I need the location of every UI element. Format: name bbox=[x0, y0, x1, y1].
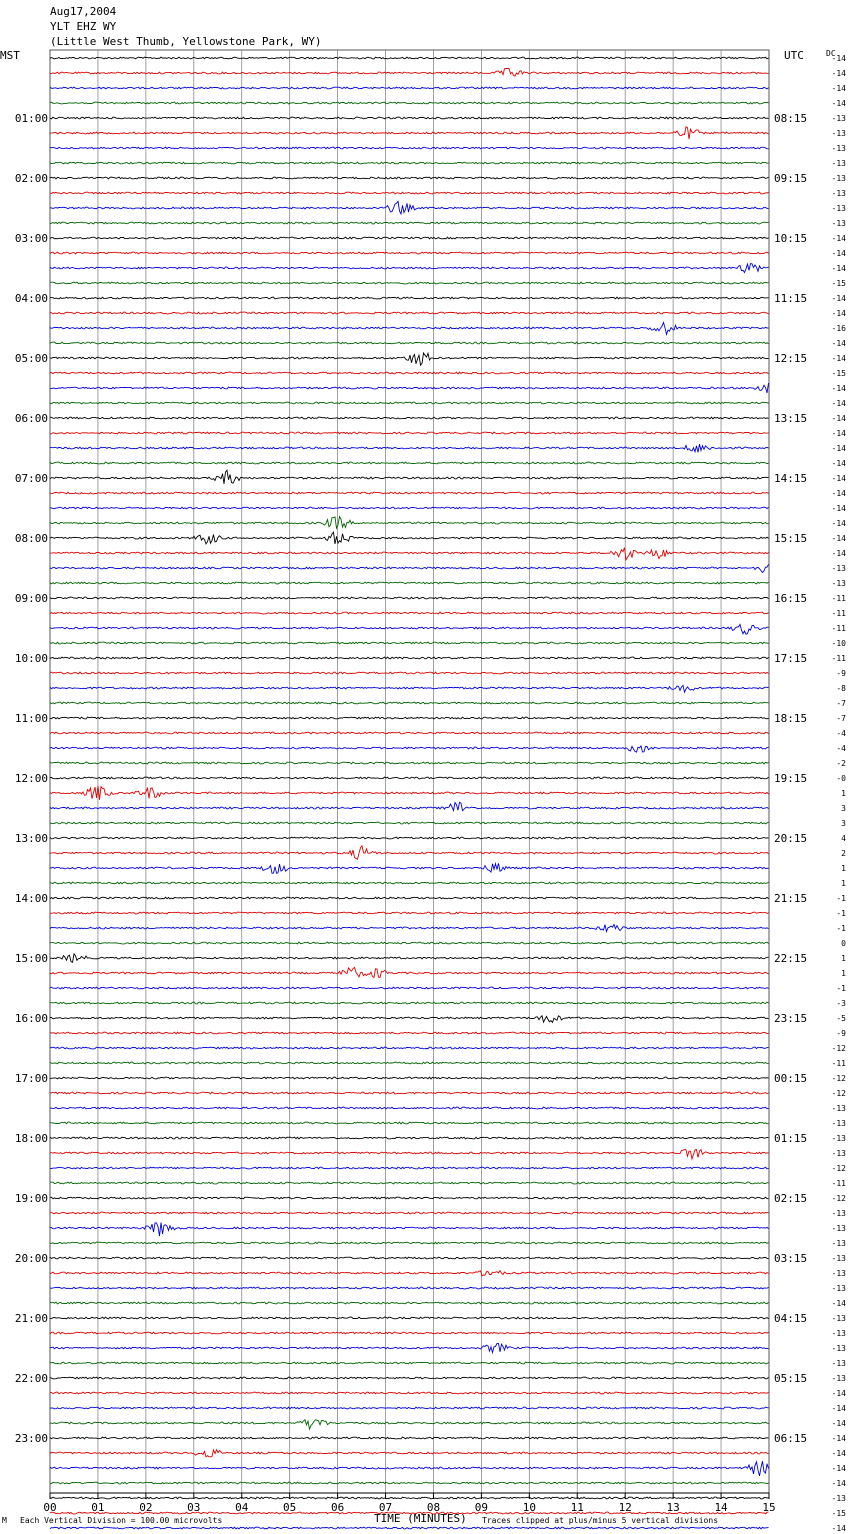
seismic-trace bbox=[50, 657, 769, 659]
seismic-trace bbox=[50, 417, 769, 419]
dc-offset-label: -14 bbox=[831, 384, 846, 393]
utc-hour-label: 20:15 bbox=[774, 832, 808, 845]
utc-hour-label: 03:15 bbox=[774, 1252, 808, 1265]
dc-offset-label: -13 bbox=[831, 114, 846, 123]
seismic-trace bbox=[50, 1302, 769, 1304]
dc-offset-label: -14 bbox=[831, 1524, 846, 1533]
x-tick-label: 12 bbox=[618, 1501, 632, 1514]
mst-hour-label: 14:00 bbox=[14, 892, 48, 905]
dc-offset-label: -13 bbox=[831, 1254, 846, 1263]
seismic-trace bbox=[50, 822, 769, 824]
dc-offset-label: -2 bbox=[836, 759, 846, 768]
dc-offset-label: -15 bbox=[831, 279, 846, 288]
seismic-trace bbox=[50, 1242, 769, 1244]
seismic-trace bbox=[50, 1062, 769, 1064]
seismic-trace bbox=[50, 1377, 769, 1379]
seismic-trace bbox=[50, 717, 769, 719]
dc-offset-label: -14 bbox=[831, 414, 846, 423]
seismic-trace bbox=[50, 444, 769, 452]
dc-offset-label: -13 bbox=[831, 1329, 846, 1338]
dc-offset-label: -12 bbox=[831, 1164, 846, 1173]
utc-hour-label: 17:15 bbox=[774, 652, 808, 665]
dc-offset-label: -14 bbox=[831, 459, 846, 468]
right-timezone-label: UTC bbox=[784, 49, 804, 62]
dc-offset-label: -16 bbox=[831, 324, 846, 333]
seismic-trace bbox=[50, 1077, 769, 1079]
dc-offset-label: -14 bbox=[831, 1299, 846, 1308]
seismic-trace bbox=[50, 1420, 769, 1429]
station-location: (Little West Thumb, Yellowstone Park, WY) bbox=[50, 35, 322, 48]
dc-offset-label: -12 bbox=[831, 1089, 846, 1098]
x-tick-label: 03 bbox=[187, 1501, 201, 1514]
dc-offset-label: -13 bbox=[831, 159, 846, 168]
seismic-trace bbox=[50, 1107, 769, 1109]
seismic-trace bbox=[50, 987, 769, 989]
utc-hour-label: 16:15 bbox=[774, 592, 808, 605]
seismic-trace bbox=[50, 252, 769, 254]
seismic-trace bbox=[50, 1437, 769, 1439]
x-tick-label: 00 bbox=[43, 1501, 57, 1514]
dc-offset-label: -10 bbox=[831, 639, 846, 648]
dc-offset-label: -4 bbox=[836, 729, 846, 738]
dc-offset-label: -13 bbox=[831, 1209, 846, 1218]
mst-hour-label: 08:00 bbox=[14, 532, 48, 545]
mst-hour-label: 19:00 bbox=[14, 1192, 48, 1205]
seismic-trace bbox=[50, 312, 769, 314]
seismic-trace bbox=[50, 1392, 769, 1394]
mst-hour-label: 02:00 bbox=[14, 172, 48, 185]
utc-hour-label: 02:15 bbox=[774, 1192, 808, 1205]
seismic-trace bbox=[50, 762, 769, 764]
mst-hour-label: 01:00 bbox=[14, 112, 48, 125]
dc-offset-label: -14 bbox=[831, 1464, 846, 1473]
dc-offset-label: -14 bbox=[831, 54, 846, 63]
mst-hour-label: 17:00 bbox=[14, 1072, 48, 1085]
x-tick-label: 15 bbox=[762, 1501, 776, 1514]
x-tick-label: 13 bbox=[666, 1501, 680, 1514]
dc-offset-label: -13 bbox=[831, 129, 846, 138]
utc-hour-label: 15:15 bbox=[774, 532, 808, 545]
dc-offset-label: -14 bbox=[831, 294, 846, 303]
x-tick-label: 11 bbox=[570, 1501, 584, 1514]
dc-offset-label: -1 bbox=[836, 894, 846, 903]
seismic-trace bbox=[50, 777, 769, 779]
seismic-trace bbox=[50, 222, 769, 224]
dc-offset-label: -14 bbox=[831, 1434, 846, 1443]
seismic-trace bbox=[50, 432, 769, 434]
seismic-trace bbox=[50, 1002, 769, 1004]
dc-offset-label: -9 bbox=[836, 1029, 846, 1038]
seismic-trace bbox=[50, 642, 769, 644]
x-tick-label: 04 bbox=[235, 1501, 249, 1514]
dc-offset-label: -7 bbox=[836, 699, 846, 708]
dc-offset-label: -14 bbox=[831, 234, 846, 243]
seismic-trace bbox=[50, 702, 769, 704]
dc-offset-label: -13 bbox=[831, 204, 846, 213]
dc-offset-label: -14 bbox=[831, 309, 846, 318]
dc-offset-label: -14 bbox=[831, 1389, 846, 1398]
utc-hour-label: 09:15 bbox=[774, 172, 808, 185]
dc-offset-label: -14 bbox=[831, 264, 846, 273]
dc-offset-label: -13 bbox=[831, 174, 846, 183]
dc-offset-label: -12 bbox=[831, 1074, 846, 1083]
dc-offset-label: -11 bbox=[831, 1179, 846, 1188]
seismic-trace bbox=[50, 1343, 769, 1352]
dc-offset-label: -14 bbox=[831, 534, 846, 543]
dc-offset-label: -13 bbox=[831, 144, 846, 153]
dc-offset-label: -13 bbox=[831, 1284, 846, 1293]
mst-hour-label: 11:00 bbox=[14, 712, 48, 725]
mst-hour-label: 18:00 bbox=[14, 1132, 48, 1145]
seismic-trace bbox=[50, 117, 769, 119]
mst-hour-label: 10:00 bbox=[14, 652, 48, 665]
seismic-trace bbox=[50, 732, 769, 734]
dc-offset-label: -1 bbox=[836, 924, 846, 933]
seismic-trace bbox=[50, 837, 769, 839]
mst-hour-label: 20:00 bbox=[14, 1252, 48, 1265]
mst-hour-label: 15:00 bbox=[14, 952, 48, 965]
dc-offset-label: -13 bbox=[831, 1374, 846, 1383]
seismic-trace bbox=[50, 897, 769, 899]
mst-hour-label: 04:00 bbox=[14, 292, 48, 305]
seismic-trace bbox=[50, 1482, 769, 1484]
mst-hour-label: 06:00 bbox=[14, 412, 48, 425]
seismic-trace bbox=[50, 147, 769, 149]
vertical-scale-note: Each Vertical Division = 100.00 microvolts bbox=[20, 1516, 223, 1525]
utc-hour-label: 19:15 bbox=[774, 772, 808, 785]
seismic-trace bbox=[50, 462, 769, 464]
dc-offset-label: -1 bbox=[836, 984, 846, 993]
dc-offset-label: -13 bbox=[831, 1314, 846, 1323]
dc-offset-label: 3 bbox=[841, 804, 846, 813]
utc-hour-label: 21:15 bbox=[774, 892, 808, 905]
dc-offset-label: -15 bbox=[831, 1509, 846, 1518]
x-tick-label: 09 bbox=[474, 1501, 489, 1514]
seismic-trace bbox=[50, 1332, 769, 1334]
dc-offset-label: -11 bbox=[831, 624, 846, 633]
mst-hour-label: 09:00 bbox=[14, 592, 48, 605]
seismic-trace bbox=[50, 1271, 769, 1276]
dc-offset-label: -13 bbox=[831, 189, 846, 198]
mst-hour-label: 07:00 bbox=[14, 472, 48, 485]
dc-offset-label: -12 bbox=[831, 1194, 846, 1203]
dc-offset-label: -13 bbox=[831, 1359, 846, 1368]
seismic-trace bbox=[50, 1150, 769, 1160]
seismic-trace bbox=[50, 323, 769, 335]
dc-offset-label: -14 bbox=[831, 84, 846, 93]
dc-offset-label: -13 bbox=[831, 579, 846, 588]
x-tick-label: 08 bbox=[426, 1501, 441, 1514]
dc-offset-label: -13 bbox=[831, 1134, 846, 1143]
x-tick-label: 01 bbox=[91, 1501, 105, 1514]
utc-hour-label: 23:15 bbox=[774, 1012, 808, 1025]
seismic-trace bbox=[50, 470, 769, 484]
dc-offset-label: -12 bbox=[831, 1044, 846, 1053]
mst-hour-label: 03:00 bbox=[14, 232, 48, 245]
dc-offset-label: 4 bbox=[841, 834, 846, 843]
seismic-trace bbox=[50, 282, 769, 284]
x-axis-title: TIME (MINUTES) bbox=[374, 1512, 467, 1525]
dc-offset-label: -14 bbox=[831, 444, 846, 453]
utc-hour-label: 04:15 bbox=[774, 1312, 808, 1325]
seismic-trace bbox=[50, 402, 769, 404]
seismic-trace bbox=[50, 925, 769, 932]
dc-offset-label: -1 bbox=[836, 909, 846, 918]
utc-hour-label: 22:15 bbox=[774, 952, 808, 965]
seismic-trace bbox=[50, 846, 769, 859]
seismic-trace bbox=[50, 237, 769, 239]
seismic-trace bbox=[50, 517, 769, 529]
utc-hour-label: 12:15 bbox=[774, 352, 808, 365]
seismic-trace bbox=[50, 954, 769, 962]
dc-offset-label: -13 bbox=[831, 564, 846, 573]
seismic-trace bbox=[50, 1167, 769, 1169]
dc-offset-label: -14 bbox=[831, 354, 846, 363]
dc-offset-label: -14 bbox=[831, 399, 846, 408]
seismic-trace bbox=[50, 624, 769, 634]
seismic-trace bbox=[50, 1047, 769, 1049]
seismic-trace bbox=[50, 1197, 769, 1199]
seismic-trace bbox=[50, 548, 769, 560]
dc-offset-label: -15 bbox=[831, 369, 846, 378]
seismic-trace bbox=[50, 685, 769, 692]
left-timezone-label: MST bbox=[0, 49, 20, 62]
mst-hour-label: 23:00 bbox=[14, 1432, 48, 1445]
seismic-trace bbox=[50, 162, 769, 164]
seismic-trace bbox=[50, 1450, 769, 1457]
dc-offset-label: -14 bbox=[831, 1479, 846, 1488]
seismic-trace bbox=[50, 507, 769, 509]
utc-hour-label: 14:15 bbox=[774, 472, 808, 485]
mst-hour-label: 21:00 bbox=[14, 1312, 48, 1325]
utc-hour-label: 06:15 bbox=[774, 1432, 808, 1445]
seismic-trace bbox=[50, 177, 769, 179]
dc-offset-label: -4 bbox=[836, 744, 846, 753]
seismic-trace bbox=[50, 672, 769, 674]
seismic-trace bbox=[50, 201, 769, 214]
dc-offset-label: -7 bbox=[836, 714, 846, 723]
dc-offset-label: -14 bbox=[831, 1419, 846, 1428]
x-tick-label: 10 bbox=[522, 1501, 536, 1514]
dc-offset-label: -13 bbox=[831, 1104, 846, 1113]
dc-offset-label: -13 bbox=[831, 1494, 846, 1503]
dc-offset-label: 1 bbox=[841, 969, 846, 978]
seismic-trace bbox=[50, 342, 769, 344]
seismic-trace bbox=[50, 127, 769, 139]
dc-offset-label: -14 bbox=[831, 489, 846, 498]
seismic-trace bbox=[50, 87, 769, 89]
seismic-trace bbox=[50, 1287, 769, 1289]
seismic-trace bbox=[50, 863, 769, 873]
dc-offset-label: -14 bbox=[831, 519, 846, 528]
seismic-trace bbox=[50, 192, 769, 194]
seismic-trace bbox=[50, 102, 769, 104]
seismic-trace bbox=[50, 1461, 769, 1476]
dc-offset-label: -9 bbox=[836, 669, 846, 678]
seismic-trace bbox=[50, 1497, 769, 1499]
seismic-trace bbox=[50, 383, 769, 393]
seismic-trace bbox=[50, 1317, 769, 1319]
dc-offset-label: -14 bbox=[831, 549, 846, 558]
x-tick-label: 05 bbox=[283, 1501, 297, 1514]
seismic-trace bbox=[50, 967, 769, 977]
utc-hour-label: 10:15 bbox=[774, 232, 808, 245]
seismic-trace bbox=[50, 942, 769, 944]
utc-hour-label: 05:15 bbox=[774, 1372, 808, 1385]
seismic-trace bbox=[50, 297, 769, 299]
seismic-trace bbox=[50, 1407, 769, 1409]
dc-offset-label: -3 bbox=[836, 999, 846, 1008]
mst-hour-label: 12:00 bbox=[14, 772, 48, 785]
mst-hour-label: 22:00 bbox=[14, 1372, 48, 1385]
dc-offset-label: -14 bbox=[831, 339, 846, 348]
mst-hour-label: 16:00 bbox=[14, 1012, 48, 1025]
seismic-trace bbox=[50, 1223, 769, 1237]
dc-header-label: DC bbox=[826, 49, 836, 58]
dc-offset-label: 1 bbox=[841, 954, 846, 963]
seismic-trace bbox=[50, 1137, 769, 1139]
dc-offset-label: -5 bbox=[836, 1014, 846, 1023]
mst-hour-label: 05:00 bbox=[14, 352, 48, 365]
seismic-trace bbox=[50, 1257, 769, 1259]
seismic-trace bbox=[50, 612, 769, 614]
dc-offset-label: -11 bbox=[831, 594, 846, 603]
seismic-trace bbox=[50, 57, 769, 59]
seismic-trace bbox=[50, 746, 769, 752]
x-tick-label: 07 bbox=[378, 1501, 393, 1514]
dc-offset-label: -14 bbox=[831, 504, 846, 513]
dc-offset-label: -13 bbox=[831, 219, 846, 228]
utc-hour-label: 11:15 bbox=[774, 292, 808, 305]
seismic-trace bbox=[50, 68, 769, 76]
x-tick-label: 06 bbox=[330, 1501, 345, 1514]
seismic-trace bbox=[50, 532, 769, 544]
station-code: YLT EHZ WY bbox=[50, 20, 117, 33]
dc-offset-label: -11 bbox=[831, 1059, 846, 1068]
dc-offset-label: -14 bbox=[831, 249, 846, 258]
seismic-trace bbox=[50, 1212, 769, 1214]
seismic-trace bbox=[50, 1016, 769, 1023]
dc-offset-label: -14 bbox=[831, 429, 846, 438]
dc-offset-label: -13 bbox=[831, 1239, 846, 1248]
mst-hour-label: 13:00 bbox=[14, 832, 48, 845]
dc-offset-label: -8 bbox=[836, 684, 846, 693]
dc-offset-label: -13 bbox=[831, 1344, 846, 1353]
x-tick-label: 14 bbox=[714, 1501, 728, 1514]
dc-offset-label: -13 bbox=[831, 1269, 846, 1278]
dc-offset-label: 1 bbox=[841, 864, 846, 873]
corner-mark: M bbox=[2, 1516, 7, 1525]
dc-offset-label: 2 bbox=[841, 849, 846, 858]
utc-hour-label: 01:15 bbox=[774, 1132, 808, 1145]
utc-hour-label: 13:15 bbox=[774, 412, 808, 425]
seismic-trace bbox=[50, 1527, 769, 1529]
dc-offset-label: -14 bbox=[831, 474, 846, 483]
x-tick-label: 02 bbox=[139, 1501, 153, 1514]
utc-hour-label: 08:15 bbox=[774, 112, 808, 125]
clipping-note: Traces clipped at plus/minus 5 vertical divisions bbox=[482, 1516, 719, 1525]
dc-offset-label: -14 bbox=[831, 69, 846, 78]
dc-offset-label: -13 bbox=[831, 1149, 846, 1158]
dc-offset-label: 0 bbox=[841, 939, 846, 948]
seismic-trace bbox=[50, 912, 769, 914]
dc-offset-label: 1 bbox=[841, 879, 846, 888]
seismic-trace bbox=[50, 353, 769, 365]
dc-offset-label: 3 bbox=[841, 819, 846, 828]
dc-offset-label: -14 bbox=[831, 1404, 846, 1413]
seismic-trace bbox=[50, 882, 769, 884]
seismic-trace bbox=[50, 1182, 769, 1184]
seismic-trace bbox=[50, 802, 769, 810]
seismic-trace bbox=[50, 372, 769, 374]
seismic-trace bbox=[50, 786, 769, 800]
utc-hour-label: 00:15 bbox=[774, 1072, 808, 1085]
dc-offset-label: 1 bbox=[841, 789, 846, 798]
seismic-trace bbox=[50, 264, 769, 273]
plot-frame bbox=[50, 50, 769, 1493]
dc-offset-label: -11 bbox=[831, 654, 846, 663]
seismic-trace bbox=[50, 1122, 769, 1124]
seismic-trace bbox=[50, 1092, 769, 1094]
dc-offset-label: -0 bbox=[836, 774, 846, 783]
dc-offset-label: -13 bbox=[831, 1119, 846, 1128]
dc-offset-label: -14 bbox=[831, 99, 846, 108]
utc-hour-label: 18:15 bbox=[774, 712, 808, 725]
seismic-trace bbox=[50, 1362, 769, 1364]
seismic-trace bbox=[50, 1032, 769, 1034]
dc-offset-label: -11 bbox=[831, 609, 846, 618]
seismic-trace bbox=[50, 582, 769, 584]
dc-offset-label: -13 bbox=[831, 1224, 846, 1233]
seismic-trace bbox=[50, 492, 769, 494]
dc-offset-label: -14 bbox=[831, 1449, 846, 1458]
plot-date: Aug17,2004 bbox=[50, 5, 117, 18]
seismic-trace bbox=[50, 564, 769, 572]
seismic-trace bbox=[50, 597, 769, 599]
